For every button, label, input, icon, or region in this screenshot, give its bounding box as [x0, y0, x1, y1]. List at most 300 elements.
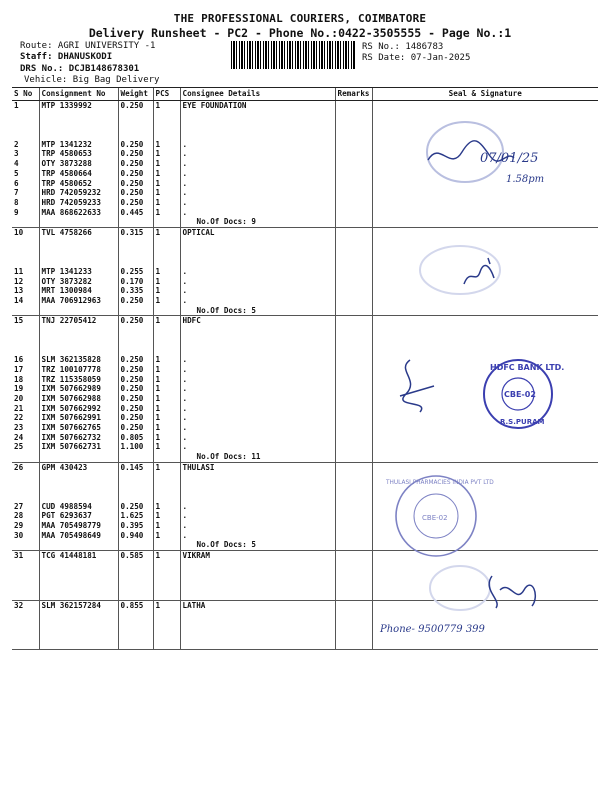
signature-stroke — [400, 360, 434, 412]
empty-cell — [12, 639, 39, 649]
consignee-mark: . — [180, 149, 335, 159]
empty-cell — [335, 345, 372, 355]
empty-cell — [153, 580, 180, 590]
table-row — [12, 442, 598, 452]
spacer-row — [12, 630, 598, 640]
empty-cell — [180, 473, 335, 483]
empty-cell — [335, 580, 372, 590]
consignment-number: TRZ 115358059 — [39, 375, 118, 385]
thulasi-seal — [372, 472, 502, 562]
pieces: 1 — [153, 277, 180, 287]
empty-cell — [335, 639, 372, 649]
serial-number: 26 — [14, 462, 24, 472]
col-remarks: Remarks — [335, 88, 372, 101]
pieces: 1 — [153, 101, 180, 111]
empty-cell — [12, 482, 39, 492]
consignment-number: OTY 3873282 — [39, 277, 118, 287]
empty-cell — [39, 590, 118, 600]
consignment-number: SLM 362157284 — [39, 600, 118, 610]
empty-cell — [39, 561, 118, 571]
consignee-name: OPTICAL — [180, 228, 335, 238]
empty-cell — [180, 345, 335, 355]
empty-cell — [12, 111, 39, 121]
pieces: 1 — [153, 149, 180, 159]
empty-cell — [335, 590, 372, 600]
empty-cell — [153, 345, 180, 355]
remarks-cell — [335, 228, 372, 238]
pieces: 1 — [153, 413, 180, 423]
empty-cell — [153, 257, 180, 267]
weight: 0.445 — [118, 208, 153, 218]
consignment-number: TRP 4580652 — [39, 179, 118, 189]
pieces: 1 — [153, 296, 180, 306]
empty-cell — [372, 639, 598, 649]
empty-cell — [180, 561, 335, 571]
serial-number: 5 — [14, 168, 19, 178]
remarks-cell — [335, 531, 372, 541]
consignee-mark: . — [180, 365, 335, 375]
weight: 0.250 — [118, 394, 153, 404]
serial-number: 24 — [14, 432, 24, 442]
empty-cell — [153, 482, 180, 492]
empty-cell — [153, 326, 180, 336]
pharmacy-stamp-ring-text: THULASI PHARMACIES INDIA PVT LTD — [386, 480, 494, 486]
consignment-number: MAA 705498779 — [39, 521, 118, 531]
consignee-mark: . — [180, 423, 335, 433]
empty-cell — [153, 452, 180, 462]
empty-cell — [180, 639, 335, 649]
empty-cell — [39, 257, 118, 267]
serial-number: 28 — [14, 511, 24, 521]
bank-stamp-bottom: R.S.PURAM — [500, 418, 545, 426]
empty-cell — [118, 482, 153, 492]
weight: 0.250 — [118, 140, 153, 150]
consignment-number: TRP 4580664 — [39, 169, 118, 179]
empty-cell — [180, 610, 335, 620]
empty-cell — [335, 306, 372, 316]
docs-count: No.Of Docs: 5 — [180, 306, 335, 316]
weight: 0.585 — [118, 551, 153, 561]
empty-cell — [335, 120, 372, 130]
route-label: Route: AGRI UNIVERSITY -1 — [20, 41, 156, 51]
empty-cell — [12, 580, 39, 590]
empty-cell — [12, 630, 39, 640]
empty-cell — [12, 247, 39, 257]
empty-cell — [118, 540, 153, 550]
remarks-cell — [335, 159, 372, 169]
table-row — [12, 101, 598, 111]
consignee-mark: . — [180, 296, 335, 306]
empty-cell — [180, 257, 335, 267]
remarks-cell — [335, 277, 372, 287]
pieces: 1 — [153, 433, 180, 443]
weight: 0.940 — [118, 531, 153, 541]
empty-cell — [12, 306, 39, 316]
consignment-number: IXM 507662765 — [39, 423, 118, 433]
serial-number: 20 — [14, 393, 24, 403]
serial-number: 12 — [14, 276, 24, 286]
pieces: 1 — [153, 198, 180, 208]
empty-cell — [335, 217, 372, 227]
col-consignee: Consignee Details — [180, 88, 335, 101]
consignee-name: HDFC — [180, 316, 335, 326]
empty-cell — [12, 571, 39, 581]
table-row — [12, 228, 598, 238]
empty-cell — [153, 130, 180, 140]
pieces: 1 — [153, 394, 180, 404]
empty-cell — [153, 561, 180, 571]
serial-number: 4 — [14, 159, 19, 169]
empty-cell — [39, 473, 118, 483]
serial-number: 22 — [14, 413, 24, 423]
empty-cell — [335, 452, 372, 462]
remarks-cell — [335, 296, 372, 306]
seal-cell — [372, 316, 598, 326]
remarks-cell — [335, 423, 372, 433]
remarks-cell — [335, 375, 372, 385]
pieces: 1 — [153, 423, 180, 433]
empty-cell — [39, 111, 118, 121]
consignee-mark: . — [180, 394, 335, 404]
docs-count: No.Of Docs: 11 — [180, 452, 335, 462]
empty-cell — [39, 130, 118, 140]
empty-cell — [118, 561, 153, 571]
weight: 0.250 — [118, 355, 153, 365]
empty-cell — [153, 111, 180, 121]
remarks-cell — [335, 511, 372, 521]
remarks-cell — [335, 394, 372, 404]
empty-cell — [39, 238, 118, 248]
col-sno: S No — [12, 88, 39, 101]
serial-number: 16 — [14, 355, 24, 365]
pharmacy-stamp-center: CBE-02 — [422, 514, 448, 522]
hdfc-seal — [390, 350, 570, 440]
consignee-mark: . — [180, 198, 335, 208]
serial-number: 31 — [14, 551, 24, 561]
consignment-number: IXM 507662988 — [39, 394, 118, 404]
empty-cell — [39, 540, 118, 550]
empty-cell — [118, 130, 153, 140]
bank-stamp-top: HDFC BANK LTD. — [490, 363, 565, 372]
seal-cell — [372, 208, 598, 218]
remarks-cell — [335, 521, 372, 531]
spacer-row — [12, 620, 598, 630]
empty-cell — [39, 580, 118, 590]
serial-number: 29 — [14, 521, 24, 531]
empty-cell — [180, 482, 335, 492]
latha-phone-note: Phone- 9500779 399 — [380, 624, 485, 635]
weight: 0.250 — [118, 149, 153, 159]
table-row — [12, 531, 598, 541]
faint-seal-ring — [420, 246, 500, 294]
consignment-number: MTP 1341233 — [39, 267, 118, 277]
consignee-mark: . — [180, 188, 335, 198]
weight: 0.395 — [118, 521, 153, 531]
consignee-mark: . — [180, 179, 335, 189]
pieces: 1 — [153, 600, 180, 610]
pieces: 1 — [153, 228, 180, 238]
pieces: 1 — [153, 442, 180, 452]
spacer-row — [12, 336, 598, 346]
empty-cell — [153, 571, 180, 581]
empty-cell — [118, 452, 153, 462]
empty-cell — [335, 473, 372, 483]
remarks-cell — [335, 169, 372, 179]
table-row — [12, 502, 598, 512]
consignment-number: IXM 507662731 — [39, 442, 118, 452]
col-pcs: PCS — [153, 88, 180, 101]
consignee-name: THULASI — [180, 462, 335, 472]
empty-cell — [118, 590, 153, 600]
consignee-mark: . — [180, 502, 335, 512]
empty-cell — [118, 492, 153, 502]
eye-foundation-seal — [410, 112, 590, 202]
empty-cell — [153, 473, 180, 483]
drs-number: DRS No.: DCJB148678301 — [20, 64, 140, 74]
empty-cell — [39, 639, 118, 649]
empty-cell — [39, 492, 118, 502]
empty-cell — [118, 120, 153, 130]
signature-stroke — [464, 258, 494, 284]
pieces: 1 — [153, 404, 180, 414]
consignee-name: VIKRAM — [180, 551, 335, 561]
consignment-number: GPM 430423 — [39, 462, 118, 472]
empty-cell — [118, 639, 153, 649]
table-header-row — [12, 88, 598, 101]
consignment-number: TCG 41448181 — [39, 551, 118, 561]
empty-cell — [335, 630, 372, 640]
consignee-mark: . — [180, 413, 335, 423]
serial-number: 15 — [14, 316, 24, 326]
empty-cell — [180, 238, 335, 248]
weight: 0.250 — [118, 365, 153, 375]
empty-cell — [118, 111, 153, 121]
date-note: 07/01/25 — [480, 151, 539, 166]
time-note: 1.58pm — [506, 174, 545, 185]
empty-cell — [335, 540, 372, 550]
pieces: 1 — [153, 316, 180, 326]
empty-cell — [39, 217, 118, 227]
serial-number: 27 — [14, 501, 24, 511]
serial-number: 19 — [14, 384, 24, 394]
consignment-number: TRP 4580653 — [39, 149, 118, 159]
empty-cell — [39, 326, 118, 336]
empty-cell — [118, 345, 153, 355]
group-footer-row — [12, 452, 598, 462]
weight: 0.250 — [118, 101, 153, 111]
consignment-number: PGT 6293637 — [39, 511, 118, 521]
empty-cell — [153, 610, 180, 620]
pieces: 1 — [153, 462, 180, 472]
empty-cell — [12, 345, 39, 355]
empty-cell — [153, 120, 180, 130]
remarks-cell — [335, 140, 372, 150]
serial-number: 7 — [14, 188, 19, 198]
col-consignment: Consignment No — [39, 88, 118, 101]
empty-cell — [335, 620, 372, 630]
empty-cell — [118, 473, 153, 483]
empty-cell — [180, 620, 335, 630]
serial-number: 23 — [14, 423, 24, 433]
remarks-cell — [335, 267, 372, 277]
consignment-number: IXM 507662732 — [39, 433, 118, 443]
weight: 0.250 — [118, 159, 153, 169]
empty-cell — [335, 561, 372, 571]
serial-number: 17 — [14, 364, 24, 374]
empty-cell — [153, 639, 180, 649]
serial-number: 13 — [14, 286, 24, 296]
consignment-number: HRD 742059233 — [39, 198, 118, 208]
empty-cell — [118, 336, 153, 346]
empty-cell — [118, 217, 153, 227]
remarks-cell — [335, 179, 372, 189]
weight: 0.250 — [118, 296, 153, 306]
empty-cell — [180, 111, 335, 121]
seal-cell — [372, 101, 598, 111]
empty-cell — [153, 540, 180, 550]
empty-cell — [180, 120, 335, 130]
group-footer-row — [12, 217, 598, 227]
empty-cell — [372, 217, 598, 227]
consignment-number: MAA 705498649 — [39, 531, 118, 541]
barcode — [231, 41, 356, 69]
empty-cell — [12, 326, 39, 336]
serial-number: 9 — [14, 207, 19, 217]
company-title: THE PROFESSIONAL COURIERS, COIMBATORE — [173, 12, 427, 25]
empty-cell — [12, 590, 39, 600]
pieces: 1 — [153, 286, 180, 296]
serial-number: 3 — [14, 149, 19, 159]
table-row — [12, 521, 598, 531]
pieces: 1 — [153, 511, 180, 521]
empty-cell — [118, 326, 153, 336]
remarks-cell — [335, 413, 372, 423]
spacer-row — [12, 482, 598, 492]
consignee-name: LATHA — [180, 600, 335, 610]
serial-number: 1 — [14, 101, 19, 110]
consignee-mark: . — [180, 169, 335, 179]
pieces: 1 — [153, 502, 180, 512]
spacer-row — [12, 326, 598, 336]
pieces: 1 — [153, 375, 180, 385]
pieces: 1 — [153, 384, 180, 394]
empty-cell — [335, 571, 372, 581]
weight: 0.335 — [118, 286, 153, 296]
empty-cell — [118, 306, 153, 316]
empty-cell — [118, 630, 153, 640]
consignee-mark: . — [180, 531, 335, 541]
empty-cell — [153, 217, 180, 227]
docs-count: No.Of Docs: 9 — [180, 217, 335, 227]
weight: 0.250 — [118, 502, 153, 512]
empty-cell — [12, 610, 39, 620]
weight: 0.315 — [118, 228, 153, 238]
weight: 0.250 — [118, 169, 153, 179]
remarks-cell — [335, 188, 372, 198]
staff-label: Staff: DHANUSKODI — [20, 52, 113, 62]
empty-cell — [118, 257, 153, 267]
consignment-number: CUD 4988594 — [39, 502, 118, 512]
empty-cell — [39, 610, 118, 620]
pieces: 1 — [153, 188, 180, 198]
empty-cell — [153, 630, 180, 640]
empty-cell — [153, 247, 180, 257]
empty-cell — [12, 620, 39, 630]
empty-cell — [12, 452, 39, 462]
signature-stroke — [489, 576, 535, 608]
consignment-number: IXM 507662989 — [39, 384, 118, 394]
optical-seal — [400, 238, 560, 308]
empty-cell — [118, 247, 153, 257]
remarks-cell — [335, 286, 372, 296]
pieces: 1 — [153, 267, 180, 277]
consignee-mark: . — [180, 521, 335, 531]
empty-cell — [335, 610, 372, 620]
bank-stamp-code: CBE-02 — [504, 390, 536, 399]
consignee-mark: . — [180, 384, 335, 394]
empty-cell — [180, 492, 335, 502]
consignment-number: OTY 3873288 — [39, 159, 118, 169]
remarks-cell — [335, 442, 372, 452]
remarks-cell — [335, 404, 372, 414]
empty-cell — [335, 336, 372, 346]
pieces: 1 — [153, 208, 180, 218]
weight: 0.145 — [118, 462, 153, 472]
empty-cell — [180, 580, 335, 590]
consignee-name: EYE FOUNDATION — [180, 101, 335, 111]
empty-cell — [39, 336, 118, 346]
consignee-mark: . — [180, 355, 335, 365]
remarks-cell — [335, 149, 372, 159]
seal-cell — [372, 442, 598, 452]
weight: 1.625 — [118, 511, 153, 521]
empty-cell — [153, 238, 180, 248]
empty-cell — [335, 326, 372, 336]
consignee-mark: . — [180, 140, 335, 150]
serial-number: 21 — [14, 403, 24, 413]
consignment-number: MTP 1341232 — [39, 140, 118, 150]
empty-cell — [153, 306, 180, 316]
weight: 0.250 — [118, 413, 153, 423]
serial-number: 25 — [14, 442, 24, 452]
empty-cell — [372, 326, 598, 336]
pieces: 1 — [153, 159, 180, 169]
weight: 1.100 — [118, 442, 153, 452]
empty-cell — [118, 610, 153, 620]
serial-number: 11 — [14, 266, 24, 276]
empty-cell — [153, 590, 180, 600]
serial-number: 14 — [14, 295, 24, 305]
empty-cell — [12, 257, 39, 267]
remarks-cell — [335, 384, 372, 394]
empty-cell — [39, 571, 118, 581]
vikram-signature — [420, 560, 560, 620]
table-row — [12, 511, 598, 521]
empty-cell — [153, 492, 180, 502]
consignment-number: TVL 4758266 — [39, 228, 118, 238]
empty-cell — [39, 630, 118, 640]
empty-cell — [180, 571, 335, 581]
table-row — [12, 316, 598, 326]
empty-cell — [39, 620, 118, 630]
consignment-number: IXM 507662992 — [39, 404, 118, 414]
serial-number: 6 — [14, 178, 19, 188]
consignee-mark: . — [180, 375, 335, 385]
consignment-number: IXM 507662991 — [39, 413, 118, 423]
consignee-mark: . — [180, 404, 335, 414]
weight: 0.250 — [118, 198, 153, 208]
seal-cell — [372, 228, 598, 238]
